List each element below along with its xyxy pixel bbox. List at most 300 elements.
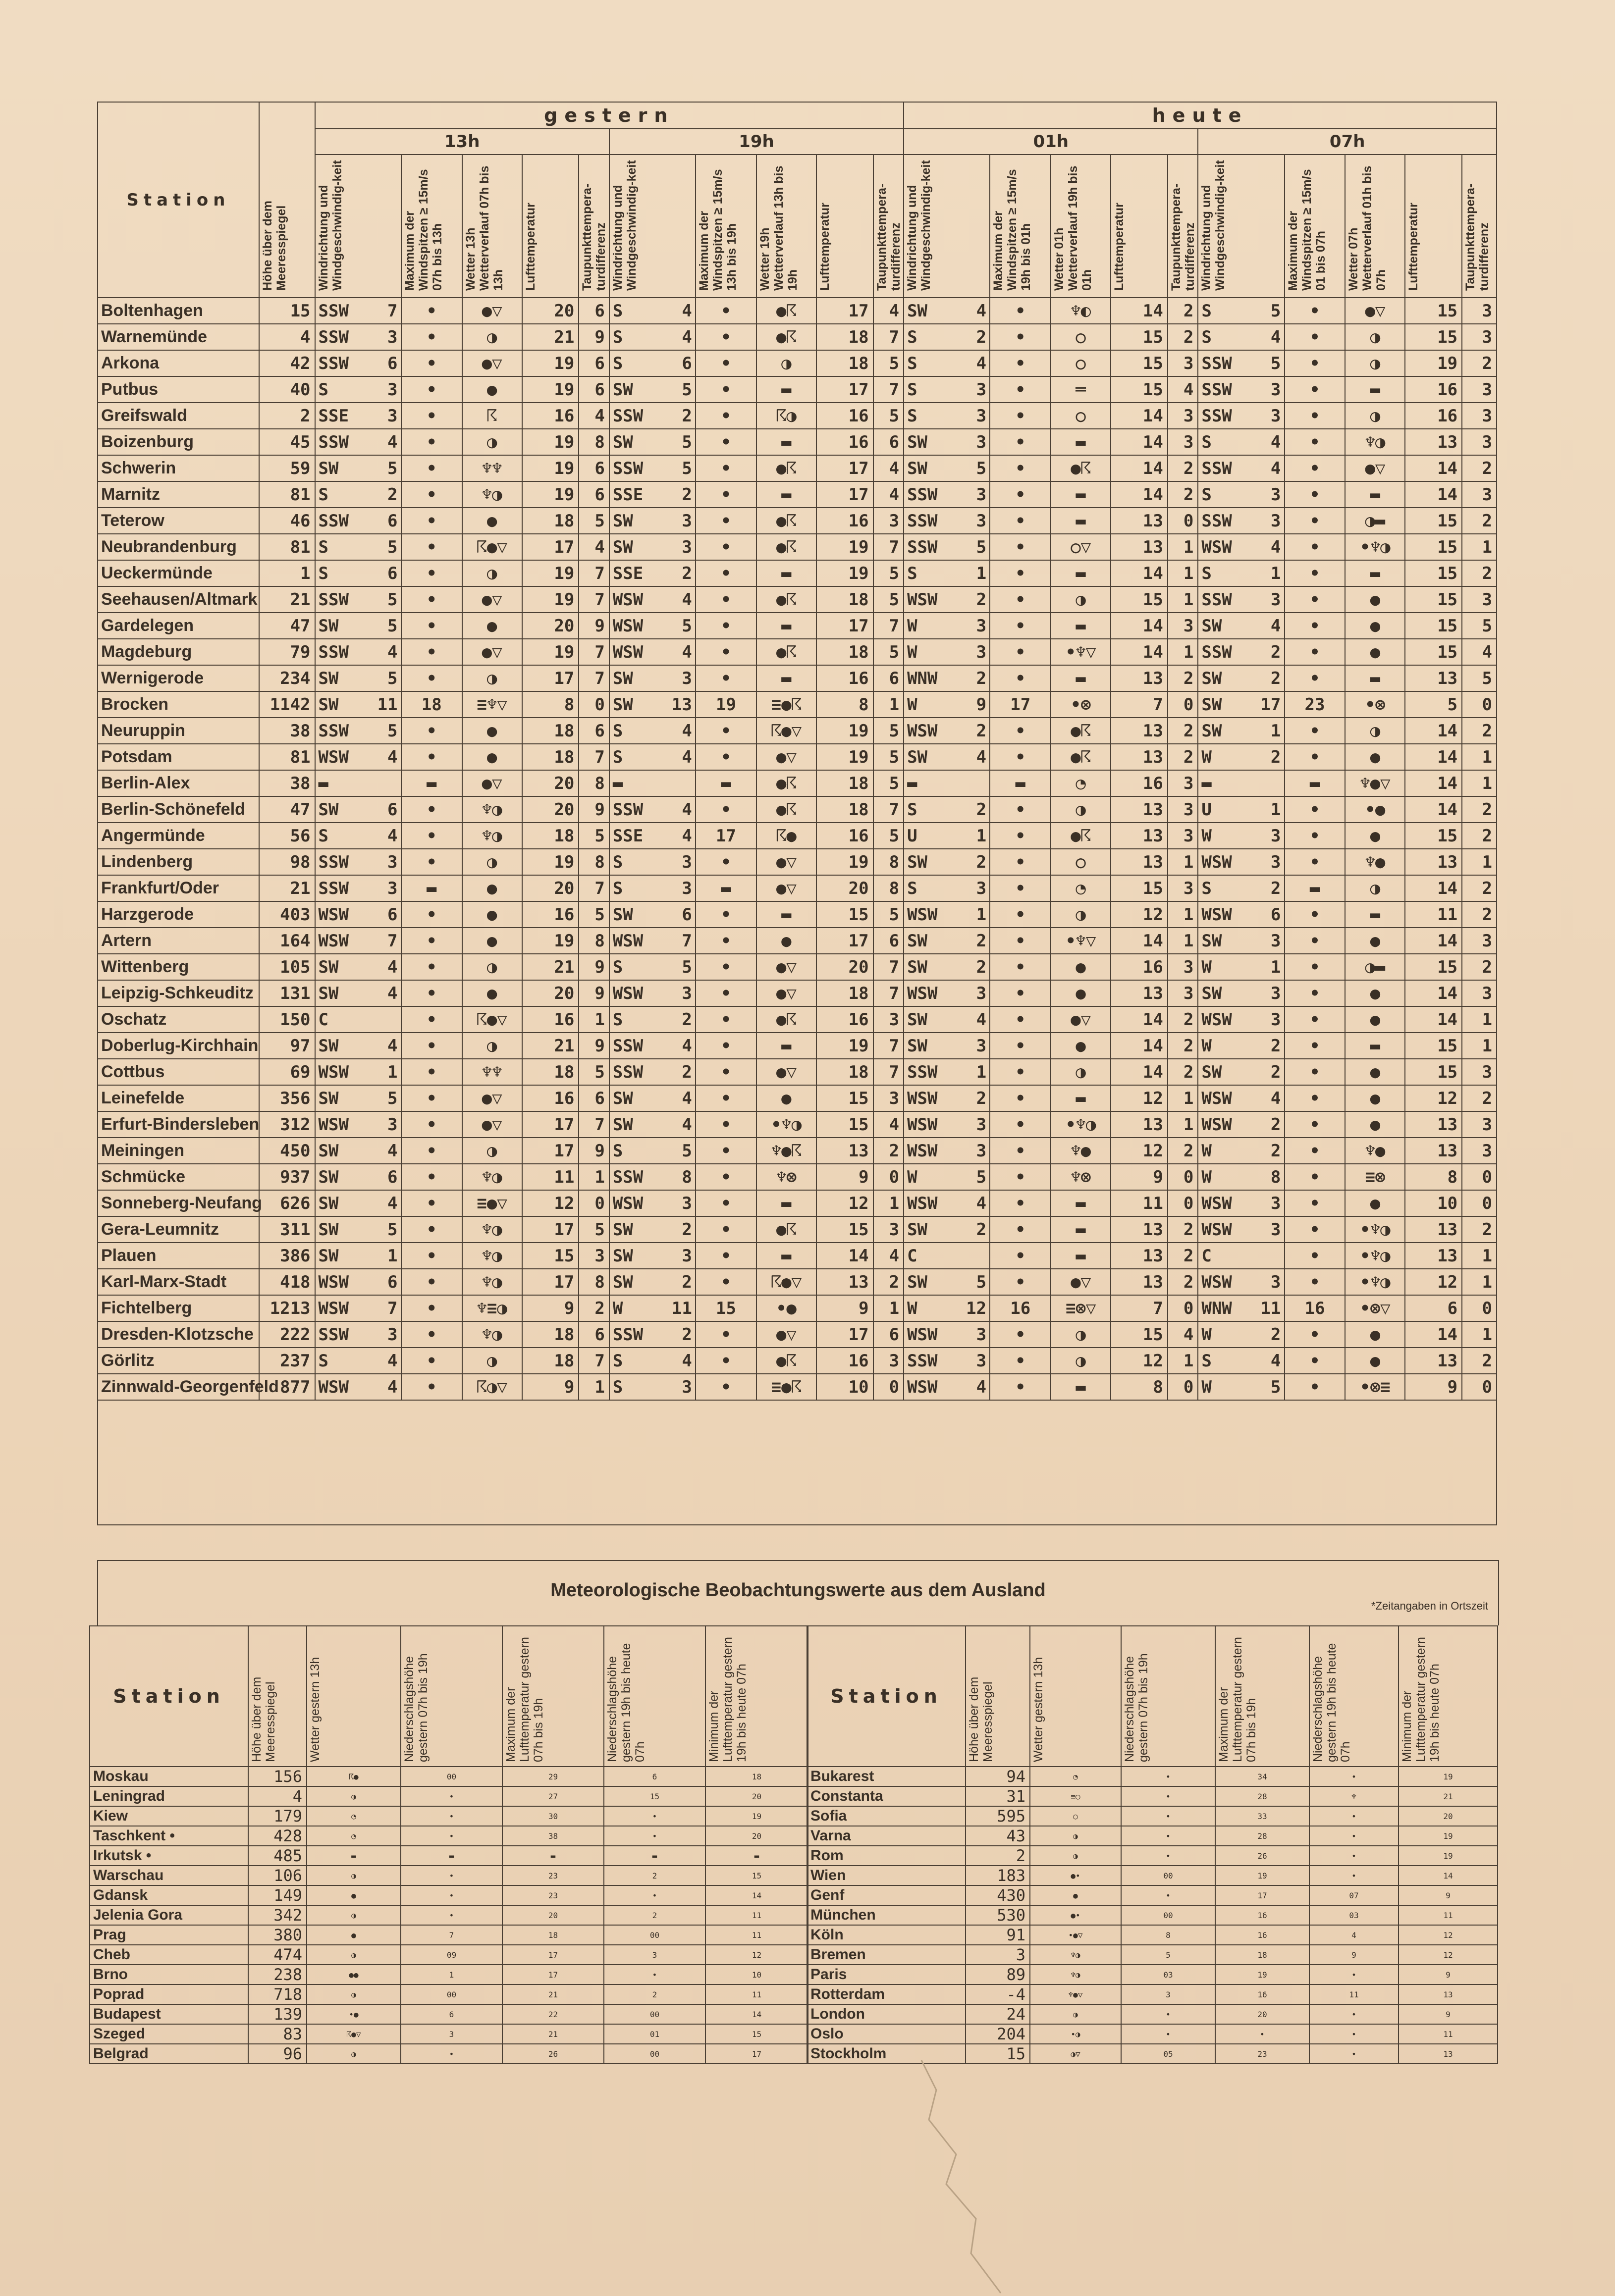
air-temperature: 21 — [522, 954, 579, 980]
station-height: 97 — [259, 1033, 315, 1059]
wind-speed: 3 — [1270, 1272, 1281, 1292]
dewpoint-difference: 7 — [579, 586, 609, 613]
air-temperature: 18 — [522, 823, 579, 849]
wind-direction: WNW — [1201, 1298, 1232, 1318]
air-temperature: 19 — [816, 534, 873, 560]
min-temperature: 19 — [1399, 1767, 1498, 1786]
weather-symbol: ♆♆ — [462, 1059, 522, 1085]
weather-symbol: ▬ — [1345, 901, 1405, 928]
wind-cell — [315, 1269, 401, 1295]
weather-symbol: ● — [1345, 1085, 1405, 1111]
wind-cell — [315, 1348, 401, 1374]
station-height: 430 — [966, 1885, 1030, 1905]
dewpoint-difference: 1 — [1168, 928, 1198, 954]
table-row — [98, 1243, 1497, 1269]
air-temperature: 17 — [816, 481, 873, 508]
wind-cell — [609, 403, 696, 429]
station-height: 79 — [259, 639, 315, 665]
wind-speed: 5 — [1270, 301, 1281, 321]
dewpoint-difference: 1 — [1462, 849, 1497, 875]
wind-direction: SSW — [612, 799, 644, 820]
weather-symbol: ≡●☈ — [756, 691, 816, 718]
wind-direction: S — [907, 406, 917, 426]
max-gust: • — [401, 849, 462, 875]
column-header-max-gust: Maximum der Windspitzen ≥ 15m/s 13h bis 19h — [696, 155, 756, 298]
max-gust: • — [990, 796, 1051, 823]
dewpoint-difference: 1 — [1168, 1085, 1198, 1111]
wind-cell — [1198, 1321, 1284, 1348]
precip-day: ▬ — [401, 1846, 502, 1866]
precip-day: 6 — [401, 2004, 502, 2024]
wind-speed: 4 — [682, 1088, 692, 1108]
table-row — [98, 481, 1497, 508]
wind-speed: 11 — [377, 694, 398, 715]
dewpoint-difference: 9 — [579, 1033, 609, 1059]
max-temperature: 29 — [502, 1767, 604, 1786]
wind-direction: SSW — [612, 406, 644, 426]
weather-symbol: ●☈ — [756, 1216, 816, 1243]
precip-night: • — [1309, 2004, 1399, 2024]
column-header-weather: Wetter 01h Wetterverlauf 19h bis 01h — [1051, 155, 1111, 298]
wind-direction: S — [612, 301, 623, 321]
column-header-height: Höhe über dem Meeresspiegel — [259, 102, 315, 298]
wind-direction: S — [612, 353, 623, 373]
air-temperature: 19 — [522, 639, 579, 665]
station-height: 237 — [259, 1348, 315, 1374]
wind-speed: 5 — [387, 1088, 398, 1108]
max-temperature: 26 — [502, 2044, 604, 2064]
wind-direction: ▬ — [1201, 773, 1212, 793]
station-height: 234 — [259, 665, 315, 691]
min-temperature: 19 — [1399, 1846, 1498, 1866]
column-header-weather: Wetter 19h Wetterverlauf 13h bis 19h — [756, 155, 816, 298]
min-temperature: 19 — [705, 1806, 808, 1826]
min-temperature: 9 — [1399, 2004, 1498, 2024]
table-row — [90, 1826, 808, 1846]
wind-direction: SSW — [612, 1036, 644, 1056]
weather-symbol: ● — [1051, 980, 1111, 1006]
dewpoint-difference: 7 — [873, 613, 904, 639]
dewpoint-difference: 3 — [1168, 770, 1198, 796]
wind-direction: SSE — [318, 406, 349, 426]
wind-direction: S — [612, 1141, 623, 1161]
max-gust: • — [696, 718, 756, 744]
wind-cell — [609, 954, 696, 980]
station-height: 2 — [259, 403, 315, 429]
weather-symbol: ○ — [1030, 1806, 1121, 1826]
wind-direction: WSW — [612, 931, 644, 951]
dewpoint-difference: 1 — [1168, 534, 1198, 560]
station-name: Boizenburg — [98, 429, 259, 455]
dewpoint-difference: 4 — [1168, 376, 1198, 403]
wind-cell — [904, 1269, 990, 1295]
max-gust: • — [696, 665, 756, 691]
air-temperature: 15 — [1111, 376, 1168, 403]
wind-direction: S — [612, 852, 623, 872]
wind-cell — [904, 1216, 990, 1243]
wind-speed: 3 — [1270, 484, 1281, 505]
max-gust: • — [401, 901, 462, 928]
weather-symbol: ▬ — [756, 1190, 816, 1216]
dewpoint-difference: 7 — [579, 875, 609, 901]
wind-direction: WSW — [1201, 904, 1232, 925]
max-gust: • — [696, 901, 756, 928]
air-temperature: 18 — [816, 639, 873, 665]
weather-symbol: ○ — [1051, 403, 1111, 429]
max-gust: • — [1285, 455, 1346, 481]
wind-cell — [1198, 324, 1284, 350]
wind-direction: SW — [318, 1193, 339, 1213]
wind-cell — [609, 1295, 696, 1321]
weather-symbol: •♆◑ — [1345, 534, 1405, 560]
station-name: Moskau — [90, 1767, 248, 1786]
wind-direction: W — [1201, 826, 1212, 846]
max-gust: • — [990, 1190, 1051, 1216]
wind-direction: WSW — [612, 616, 644, 636]
station-height: 450 — [259, 1138, 315, 1164]
precip-day: • — [401, 1885, 502, 1905]
air-temperature: 15 — [1405, 1059, 1462, 1085]
wind-speed: 3 — [682, 537, 692, 557]
max-gust: • — [990, 849, 1051, 875]
station-height: 877 — [259, 1374, 315, 1400]
max-gust: • — [990, 560, 1051, 586]
weather-symbol: ▬ — [1051, 665, 1111, 691]
table-row — [98, 849, 1497, 875]
air-temperature: 17 — [816, 455, 873, 481]
weather-symbol: ●▽ — [462, 770, 522, 796]
weather-symbol: ● — [1345, 586, 1405, 613]
max-gust: • — [1285, 928, 1346, 954]
precip-day: • — [1121, 1786, 1215, 1806]
slot-13h: 13h — [315, 129, 609, 155]
wind-cell — [315, 481, 401, 508]
weather-symbol: ●▽ — [1345, 298, 1405, 324]
weather-symbol: ● — [1345, 823, 1405, 849]
wind-direction: SW — [907, 458, 928, 478]
wind-cell — [1198, 770, 1284, 796]
dewpoint-difference: 3 — [1168, 875, 1198, 901]
dewpoint-difference: 1 — [1462, 1006, 1497, 1033]
dewpoint-difference: 0 — [1168, 1164, 1198, 1190]
wind-direction: SSW — [1201, 458, 1232, 478]
max-gust: • — [990, 1164, 1051, 1190]
weather-symbol: ◑ — [462, 1138, 522, 1164]
wind-speed: 3 — [1270, 852, 1281, 872]
table-row — [98, 744, 1497, 770]
wind-speed: 5 — [682, 379, 692, 400]
station-name: Warschau — [90, 1866, 248, 1885]
max-gust: • — [990, 928, 1051, 954]
station-height: 595 — [966, 1806, 1030, 1826]
max-gust: • — [401, 1216, 462, 1243]
weather-symbol: ●☈ — [756, 586, 816, 613]
wind-speed: 4 — [682, 747, 692, 767]
wind-speed: 4 — [976, 301, 987, 321]
dewpoint-difference: 5 — [873, 639, 904, 665]
wind-direction: W — [1201, 1036, 1212, 1056]
station-name: Plauen — [98, 1243, 259, 1269]
table-row — [98, 980, 1497, 1006]
wind-speed: 6 — [387, 799, 398, 820]
weather-symbol: ◑ — [1051, 586, 1111, 613]
dewpoint-difference: 1 — [1462, 744, 1497, 770]
max-gust: • — [990, 875, 1051, 901]
wind-speed: 3 — [976, 1141, 987, 1161]
weather-symbol: ▬ — [1051, 560, 1111, 586]
wind-speed: 3 — [976, 642, 987, 662]
dewpoint-difference: 0 — [1168, 691, 1198, 718]
wind-cell — [1198, 1216, 1284, 1243]
wind-cell — [904, 429, 990, 455]
wind-speed: 3 — [1270, 406, 1281, 426]
max-gust: • — [401, 980, 462, 1006]
weather-symbol: ▬ — [756, 901, 816, 928]
dewpoint-difference: 0 — [1168, 508, 1198, 534]
weather-symbol: ● — [1345, 1059, 1405, 1085]
air-temperature: 13 — [1405, 1111, 1462, 1138]
wind-speed: 4 — [1270, 432, 1281, 452]
wind-direction: SSW — [907, 484, 938, 505]
station-name: Doberlug-Kirchhain — [98, 1033, 259, 1059]
air-temperature: 17 — [816, 1321, 873, 1348]
air-temperature: 18 — [522, 718, 579, 744]
air-temperature: 12 — [522, 1190, 579, 1216]
dewpoint-difference: 7 — [873, 954, 904, 980]
wind-speed: 3 — [387, 878, 398, 898]
precip-day: • — [401, 1905, 502, 1925]
wind-speed: 5 — [1270, 353, 1281, 373]
column-header-air-temp: Lufttemperatur — [1405, 155, 1462, 298]
column-header-weather: Wetter 07h Wetterverlauf 01h bis 07h — [1345, 155, 1405, 298]
max-temperature: 23 — [1215, 2044, 1309, 2064]
air-temperature: 15 — [816, 901, 873, 928]
weather-symbol: ●▽ — [756, 744, 816, 770]
max-gust: • — [990, 324, 1051, 350]
max-gust: • — [1285, 849, 1346, 875]
dewpoint-difference: 5 — [873, 901, 904, 928]
air-temperature: 18 — [522, 1059, 579, 1085]
dewpoint-difference: 0 — [1462, 1374, 1497, 1400]
max-gust: • — [1285, 534, 1346, 560]
dewpoint-difference: 8 — [579, 429, 609, 455]
station-height: 386 — [259, 1243, 315, 1269]
station-name: Szeged — [90, 2024, 248, 2044]
weather-symbol: ◑ — [1030, 1846, 1121, 1866]
min-temperature: 18 — [705, 1767, 808, 1786]
wind-speed: 1 — [976, 826, 987, 846]
station-height: 150 — [259, 1006, 315, 1033]
station-name: Boltenhagen — [98, 298, 259, 324]
air-temperature: 13 — [1111, 534, 1168, 560]
wind-speed: 7 — [387, 1298, 398, 1318]
weather-symbol: ● — [1345, 1348, 1405, 1374]
max-gust: • — [401, 1348, 462, 1374]
max-temperature: 21 — [502, 2024, 604, 2044]
air-temperature: 15 — [1405, 613, 1462, 639]
max-gust: • — [990, 1006, 1051, 1033]
wind-cell — [1198, 534, 1284, 560]
wind-direction: SW — [907, 957, 928, 977]
wind-cell — [1198, 350, 1284, 376]
wind-cell — [904, 796, 990, 823]
dewpoint-difference: 5 — [579, 508, 609, 534]
wind-speed: 2 — [1270, 668, 1281, 688]
station-name: Rom — [807, 1846, 966, 1866]
station-height: 47 — [259, 613, 315, 639]
wind-direction: SW — [907, 1219, 928, 1240]
dewpoint-difference: 8 — [579, 770, 609, 796]
max-gust: • — [696, 1059, 756, 1085]
wind-direction: S — [1201, 878, 1212, 898]
station-height: 380 — [248, 1925, 307, 1945]
max-gust: • — [1285, 1269, 1346, 1295]
max-gust: • — [401, 324, 462, 350]
precip-night: ▬ — [604, 1846, 705, 1866]
wind-direction: W — [612, 1298, 623, 1318]
wind-cell — [609, 928, 696, 954]
dewpoint-difference: 2 — [1462, 901, 1497, 928]
dewpoint-difference: 7 — [579, 1348, 609, 1374]
air-temperature: 13 — [1111, 508, 1168, 534]
wind-speed: 4 — [387, 957, 398, 977]
air-temperature: 15 — [1111, 586, 1168, 613]
wind-speed: 2 — [682, 1009, 692, 1030]
column-header-wind: Windrichtung und Windgeschwindig-keit — [315, 155, 401, 298]
precip-night: 03 — [1309, 1905, 1399, 1925]
air-temperature: 19 — [522, 376, 579, 403]
dewpoint-difference: 1 — [1462, 1033, 1497, 1059]
max-gust: • — [401, 586, 462, 613]
max-temperature: 26 — [1215, 1846, 1309, 1866]
foreign-left-body — [90, 1767, 808, 2064]
dewpoint-difference: 2 — [1168, 1006, 1198, 1033]
precip-day: 5 — [1121, 1945, 1215, 1965]
min-temperature: 9 — [1399, 1885, 1498, 1905]
station-name: Belgrad — [90, 2044, 248, 2064]
station-height: 42 — [259, 350, 315, 376]
air-temperature: 15 — [1405, 823, 1462, 849]
air-temperature: 18 — [522, 1321, 579, 1348]
dewpoint-difference: 3 — [1462, 1059, 1497, 1085]
wind-direction: SW — [318, 1036, 339, 1056]
air-temperature: 15 — [1405, 298, 1462, 324]
wind-direction: W — [1201, 1167, 1212, 1187]
column-header-wind: Windrichtung und Windgeschwindig-keit — [609, 155, 696, 298]
weather-symbol: •♆◑ — [1345, 1269, 1405, 1295]
column-header-wind: Windrichtung und Windgeschwindig-keit — [1198, 155, 1284, 298]
air-temperature: 13 — [1111, 1269, 1168, 1295]
weather-symbol: ●☈ — [756, 324, 816, 350]
wind-direction: W — [1201, 957, 1212, 977]
precip-night: 2 — [604, 1866, 705, 1885]
wind-direction: SW — [612, 1114, 633, 1135]
max-gust: • — [696, 586, 756, 613]
wind-direction: SW — [907, 301, 928, 321]
max-temperature: 20 — [502, 1905, 604, 1925]
max-gust: • — [401, 1059, 462, 1085]
wind-speed: 3 — [682, 511, 692, 531]
weather-symbol: ●☈ — [756, 298, 816, 324]
wind-cell — [609, 849, 696, 875]
weather-symbol: ▬ — [1051, 1216, 1111, 1243]
min-temperature: 12 — [705, 1945, 808, 1965]
wind-speed: 5 — [387, 589, 398, 610]
wind-speed: 2 — [976, 1219, 987, 1240]
table-row — [807, 1945, 1498, 1965]
max-gust: • — [990, 613, 1051, 639]
air-temperature: 19 — [816, 849, 873, 875]
station-height: 149 — [248, 1885, 307, 1905]
wind-direction: ▬ — [907, 773, 917, 793]
dewpoint-difference: 1 — [1168, 1348, 1198, 1374]
precip-night: 2 — [604, 1984, 705, 2004]
dewpoint-difference: 3 — [579, 1243, 609, 1269]
table-row — [98, 639, 1497, 665]
wind-direction: WSW — [318, 1298, 349, 1318]
wind-speed: 3 — [1270, 983, 1281, 1003]
dewpoint-difference: 1 — [1462, 534, 1497, 560]
wind-cell — [1198, 954, 1284, 980]
table-row — [98, 1374, 1497, 1400]
wind-speed: 1 — [1270, 563, 1281, 583]
wind-cell — [904, 1033, 990, 1059]
max-gust: • — [1285, 403, 1346, 429]
dewpoint-difference: 5 — [873, 403, 904, 429]
station-name: München — [807, 1905, 966, 1925]
weather-symbol: •⊗ — [1051, 691, 1111, 718]
weather-symbol: ○ — [1051, 350, 1111, 376]
station-height: 718 — [248, 1984, 307, 2004]
station-name: Neubrandenburg — [98, 534, 259, 560]
min-temperature: 12 — [1399, 1925, 1498, 1945]
column-header-max-gust: Maximum der Windspitzen ≥ 15m/s 07h bis 13h — [401, 155, 462, 298]
air-temperature: 14 — [1405, 796, 1462, 823]
station-name: Oschatz — [98, 1006, 259, 1033]
wind-speed: 13 — [671, 694, 692, 715]
weather-symbol: ▬ — [1345, 560, 1405, 586]
dewpoint-difference: 7 — [873, 1033, 904, 1059]
air-temperature: 16 — [1111, 770, 1168, 796]
wind-direction: SW — [612, 432, 633, 452]
max-gust: • — [990, 1111, 1051, 1138]
weather-symbol: ♆◑ — [462, 1164, 522, 1190]
column-header-max-temp: Maximum der Lufttemperatur gestern 07h bis 19h — [502, 1626, 604, 1767]
table-row — [90, 2044, 808, 2064]
station-height: 238 — [248, 1965, 307, 1984]
weather-symbol: ◑ — [307, 1905, 401, 1925]
station-name: Gardelegen — [98, 613, 259, 639]
wind-speed: 9 — [976, 694, 987, 715]
station-height: 38 — [259, 770, 315, 796]
air-temperature: 17 — [522, 665, 579, 691]
wind-speed: 4 — [682, 799, 692, 820]
table-row — [98, 954, 1497, 980]
table-row — [807, 2024, 1498, 2044]
wind-speed: 8 — [1270, 1167, 1281, 1187]
wind-cell — [315, 770, 401, 796]
dewpoint-difference: 2 — [1168, 298, 1198, 324]
air-temperature: 15 — [1405, 560, 1462, 586]
wind-cell — [315, 718, 401, 744]
wind-direction: SW — [1201, 694, 1222, 715]
wind-cell — [1198, 1269, 1284, 1295]
wind-cell — [609, 350, 696, 376]
wind-direction: WSW — [907, 1114, 938, 1135]
weather-symbol: ●☈ — [756, 796, 816, 823]
dewpoint-difference: 4 — [1168, 1321, 1198, 1348]
air-temperature: 15 — [1111, 350, 1168, 376]
